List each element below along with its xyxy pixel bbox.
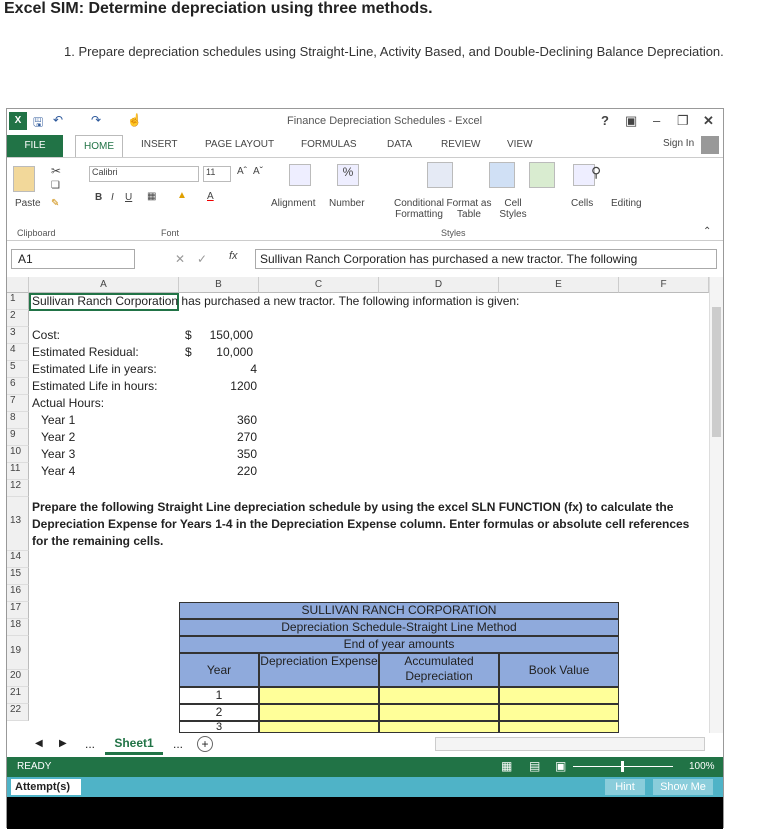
- tab-formulas[interactable]: FORMULAS: [301, 139, 357, 150]
- column-header-a[interactable]: A: [29, 277, 179, 293]
- sheet-tab-bar: [7, 733, 723, 757]
- scroll-thumb[interactable]: [712, 307, 721, 437]
- sign-in-link[interactable]: Sign In: [663, 138, 695, 149]
- title-bar: [7, 109, 723, 135]
- cell-a3[interactable]: Cost:: [32, 328, 61, 342]
- header-year[interactable]: Year: [179, 653, 259, 687]
- row-header[interactable]: 14: [7, 551, 29, 568]
- tab-review[interactable]: REVIEW: [441, 139, 481, 150]
- bottom-panel: [7, 797, 723, 829]
- page-title: Excel SIM: Determine depreciation using three methods.: [4, 0, 433, 17]
- copy-icon[interactable]: ❏: [51, 180, 60, 191]
- vertical-scrollbar[interactable]: [709, 277, 723, 733]
- ribbon: [7, 157, 723, 241]
- row-header[interactable]: 19: [7, 636, 29, 670]
- ribbon-display-icon[interactable]: ▣: [625, 113, 638, 128]
- tab-data[interactable]: DATA: [387, 139, 413, 150]
- user-avatar-icon[interactable]: [701, 136, 719, 154]
- editing-button[interactable]: Editing: [611, 198, 642, 209]
- row-header[interactable]: 6: [7, 378, 29, 395]
- row-header[interactable]: 22: [7, 704, 29, 721]
- sheet-tab-sheet1[interactable]: Sheet1: [105, 733, 163, 755]
- cells-button[interactable]: Cells: [571, 198, 594, 209]
- restore-button[interactable]: ❐: [677, 113, 689, 128]
- row-header[interactable]: 3: [7, 327, 29, 344]
- name-box[interactable]: A1: [11, 249, 135, 269]
- attempt-bar: [7, 777, 723, 797]
- help-button[interactable]: ?: [601, 113, 609, 128]
- row-header[interactable]: 20: [7, 670, 29, 687]
- input-cell[interactable]: [499, 704, 619, 721]
- input-cell[interactable]: [379, 704, 499, 721]
- paste-icon[interactable]: [13, 166, 35, 192]
- cell-a10[interactable]: Year 3: [41, 447, 76, 461]
- zoom-level[interactable]: 100%: [689, 761, 715, 772]
- page-break-view-icon[interactable]: ▣: [555, 759, 567, 773]
- cell-b11[interactable]: 220: [236, 464, 257, 478]
- input-cell[interactable]: [259, 704, 379, 721]
- header-depreciation-expense[interactable]: Depreciation Expense: [259, 653, 379, 687]
- cell-styles-button[interactable]: Cell Styles: [499, 198, 527, 220]
- conditional-formatting-icon[interactable]: [427, 162, 453, 188]
- input-cell[interactable]: [379, 687, 499, 704]
- formula-bar: [7, 247, 723, 271]
- cell-a11[interactable]: Year 4: [41, 464, 76, 478]
- row-header[interactable]: 5: [7, 361, 29, 378]
- normal-view-icon[interactable]: ▦: [501, 759, 513, 773]
- row-header[interactable]: 11: [7, 463, 29, 480]
- cell-b4[interactable]: 10,000: [216, 345, 253, 359]
- row-header[interactable]: 16: [7, 585, 29, 602]
- cell-a4[interactable]: Estimated Residual:: [32, 345, 139, 359]
- row-header[interactable]: 1: [7, 293, 29, 310]
- cell-a9[interactable]: Year 2: [41, 430, 76, 444]
- row-header[interactable]: 4: [7, 344, 29, 361]
- year-cell[interactable]: 3: [179, 721, 259, 733]
- cut-icon[interactable]: ✂: [51, 164, 62, 178]
- save-icon[interactable]: 🖫: [33, 115, 44, 129]
- cell-b3-currency: $: [185, 328, 192, 342]
- header-accumulated-depreciation[interactable]: Accumulated Depreciation: [379, 653, 499, 687]
- row-header[interactable]: 8: [7, 412, 29, 429]
- status-ready: READY: [17, 761, 52, 772]
- tab-page-layout[interactable]: PAGE LAYOUT: [205, 139, 275, 150]
- hint-button[interactable]: Hint: [605, 779, 645, 795]
- input-cell[interactable]: [499, 721, 619, 733]
- cell-a6[interactable]: Estimated Life in hours:: [32, 379, 158, 393]
- instruction-text: 1. Prepare depreciation schedules using Straight-Line, Activity Based, and Double-Declining Balance Depreciation.: [64, 44, 724, 59]
- row-header[interactable]: 18: [7, 619, 29, 636]
- schedule-company[interactable]: SULLIVAN RANCH CORPORATION: [179, 602, 619, 619]
- row-header[interactable]: 12: [7, 480, 29, 497]
- close-button[interactable]: ✕: [703, 113, 714, 128]
- cell-a1[interactable]: Sullivan Ranch Corporation has purchased a new tractor. The following information is given:: [32, 294, 520, 308]
- ribbon-tabs: [7, 135, 723, 157]
- bold-button[interactable]: B: [95, 192, 103, 203]
- page-layout-view-icon[interactable]: ▤: [529, 759, 541, 773]
- fill-color-icon[interactable]: ▲: [177, 190, 187, 201]
- cell-a8[interactable]: Year 1: [41, 413, 76, 427]
- window-title: Finance Depreciation Schedules - Excel: [287, 115, 483, 127]
- cell-b5[interactable]: 4: [250, 362, 257, 376]
- year-cell[interactable]: 1: [179, 687, 259, 704]
- format-as-table-icon[interactable]: [489, 162, 515, 188]
- number-button[interactable]: Number: [329, 198, 365, 209]
- alignment-button[interactable]: Alignment: [271, 198, 316, 209]
- column-header-e[interactable]: E: [499, 277, 619, 293]
- row-header[interactable]: 7: [7, 395, 29, 412]
- cell-b3[interactable]: 150,000: [209, 328, 253, 342]
- font-size-select[interactable]: 11: [203, 166, 231, 182]
- sheet-next-icon[interactable]: ▶: [59, 738, 67, 749]
- insert-function-button[interactable]: fx: [229, 250, 238, 262]
- cell-styles-icon[interactable]: [529, 162, 555, 188]
- cell-b9[interactable]: 270: [236, 430, 257, 444]
- excel-window: [6, 108, 724, 828]
- input-cell[interactable]: [259, 687, 379, 704]
- font-name-select[interactable]: Calibri: [89, 166, 199, 182]
- font-color-icon[interactable]: A: [207, 191, 214, 202]
- tab-home[interactable]: HOME: [75, 135, 123, 157]
- cell-a13[interactable]: Prepare the following Straight Line depreciation schedule by using the excel SLN FUNCTION (fx) to calculate the Depreciation Expense for Years 1-4 in the Depreciation Expense column. Enter formulas or absolute cell references for the remaining cells.: [32, 500, 690, 548]
- input-cell[interactable]: [499, 687, 619, 704]
- schedule-period[interactable]: End of year amounts: [179, 636, 619, 653]
- italic-button[interactable]: I: [111, 192, 114, 203]
- group-font: Font: [161, 228, 180, 238]
- formula-input[interactable]: Sullivan Ranch Corporation has purchased a new tractor. The following: [255, 249, 717, 269]
- column-header-b[interactable]: B: [179, 277, 259, 293]
- enter-icon[interactable]: ✓: [197, 252, 208, 266]
- cancel-icon[interactable]: ✕: [175, 252, 186, 266]
- underline-button[interactable]: U: [125, 192, 133, 203]
- excel-logo-icon: X: [9, 112, 27, 130]
- percent-icon[interactable]: %: [337, 164, 359, 186]
- format-painter-icon[interactable]: ✎: [51, 198, 60, 209]
- input-cell[interactable]: [259, 721, 379, 733]
- row-header[interactable]: 10: [7, 446, 29, 463]
- row-header[interactable]: 17: [7, 602, 29, 619]
- touch-mode-icon[interactable]: ☝: [127, 113, 142, 127]
- minimize-button[interactable]: –: [653, 113, 661, 128]
- row-header[interactable]: 13: [7, 497, 29, 551]
- sheet-ellipsis-right[interactable]: ...: [173, 737, 184, 751]
- collapse-ribbon-icon[interactable]: ⌃: [703, 226, 712, 237]
- show-me-button[interactable]: Show Me: [653, 779, 713, 795]
- schedule-subtitle[interactable]: Depreciation Schedule-Straight Line Method: [179, 619, 619, 636]
- sheet-ellipsis-left[interactable]: ...: [85, 737, 96, 751]
- spreadsheet-grid[interactable]: [7, 277, 709, 733]
- tab-file[interactable]: FILE: [7, 135, 63, 157]
- cell-b8[interactable]: 360: [236, 413, 257, 427]
- cell-b10[interactable]: 350: [236, 447, 257, 461]
- row-header[interactable]: 2: [7, 310, 29, 327]
- zoom-thumb[interactable]: [621, 761, 624, 772]
- alignment-icon[interactable]: [289, 164, 311, 186]
- header-book-value[interactable]: Book Value: [499, 653, 619, 687]
- row-header[interactable]: 15: [7, 568, 29, 585]
- borders-icon[interactable]: ▦: [147, 191, 157, 202]
- sheet-prev-icon[interactable]: ◀: [35, 738, 43, 749]
- add-sheet-button[interactable]: +: [197, 736, 213, 752]
- binoculars-icon[interactable]: ⚲: [591, 164, 602, 180]
- group-clipboard: Clipboard: [17, 228, 56, 238]
- column-header-f[interactable]: F: [619, 277, 709, 293]
- grow-font-icon[interactable]: Aˆ: [237, 166, 247, 177]
- select-all-corner[interactable]: [7, 277, 29, 293]
- attempts-label: Attempt(s): [11, 779, 81, 795]
- group-styles: Styles: [441, 228, 466, 238]
- status-bar: [7, 757, 723, 777]
- cell-a7[interactable]: Actual Hours:: [32, 396, 105, 410]
- cell-a5[interactable]: Estimated Life in years:: [32, 362, 157, 376]
- input-cell[interactable]: [379, 721, 499, 733]
- cell-b4-currency: $: [185, 345, 192, 359]
- column-header-d[interactable]: D: [379, 277, 499, 293]
- shrink-font-icon[interactable]: Aˇ: [253, 166, 263, 177]
- row-header[interactable]: 9: [7, 429, 29, 446]
- format-as-table-button[interactable]: Format as Table: [446, 198, 492, 220]
- tab-insert[interactable]: INSERT: [141, 139, 178, 150]
- paste-button-label[interactable]: Paste: [15, 198, 41, 209]
- redo-icon[interactable]: ↷: [91, 113, 102, 127]
- row-header[interactable]: 21: [7, 687, 29, 704]
- tab-view[interactable]: VIEW: [507, 139, 533, 150]
- horizontal-scrollbar[interactable]: [435, 737, 705, 751]
- cell-b6[interactable]: 1200: [230, 379, 257, 393]
- conditional-formatting-button[interactable]: Conditional Formatting: [393, 198, 445, 220]
- column-header-c[interactable]: C: [259, 277, 379, 293]
- undo-icon[interactable]: ↶: [53, 113, 64, 127]
- year-cell[interactable]: 2: [179, 704, 259, 721]
